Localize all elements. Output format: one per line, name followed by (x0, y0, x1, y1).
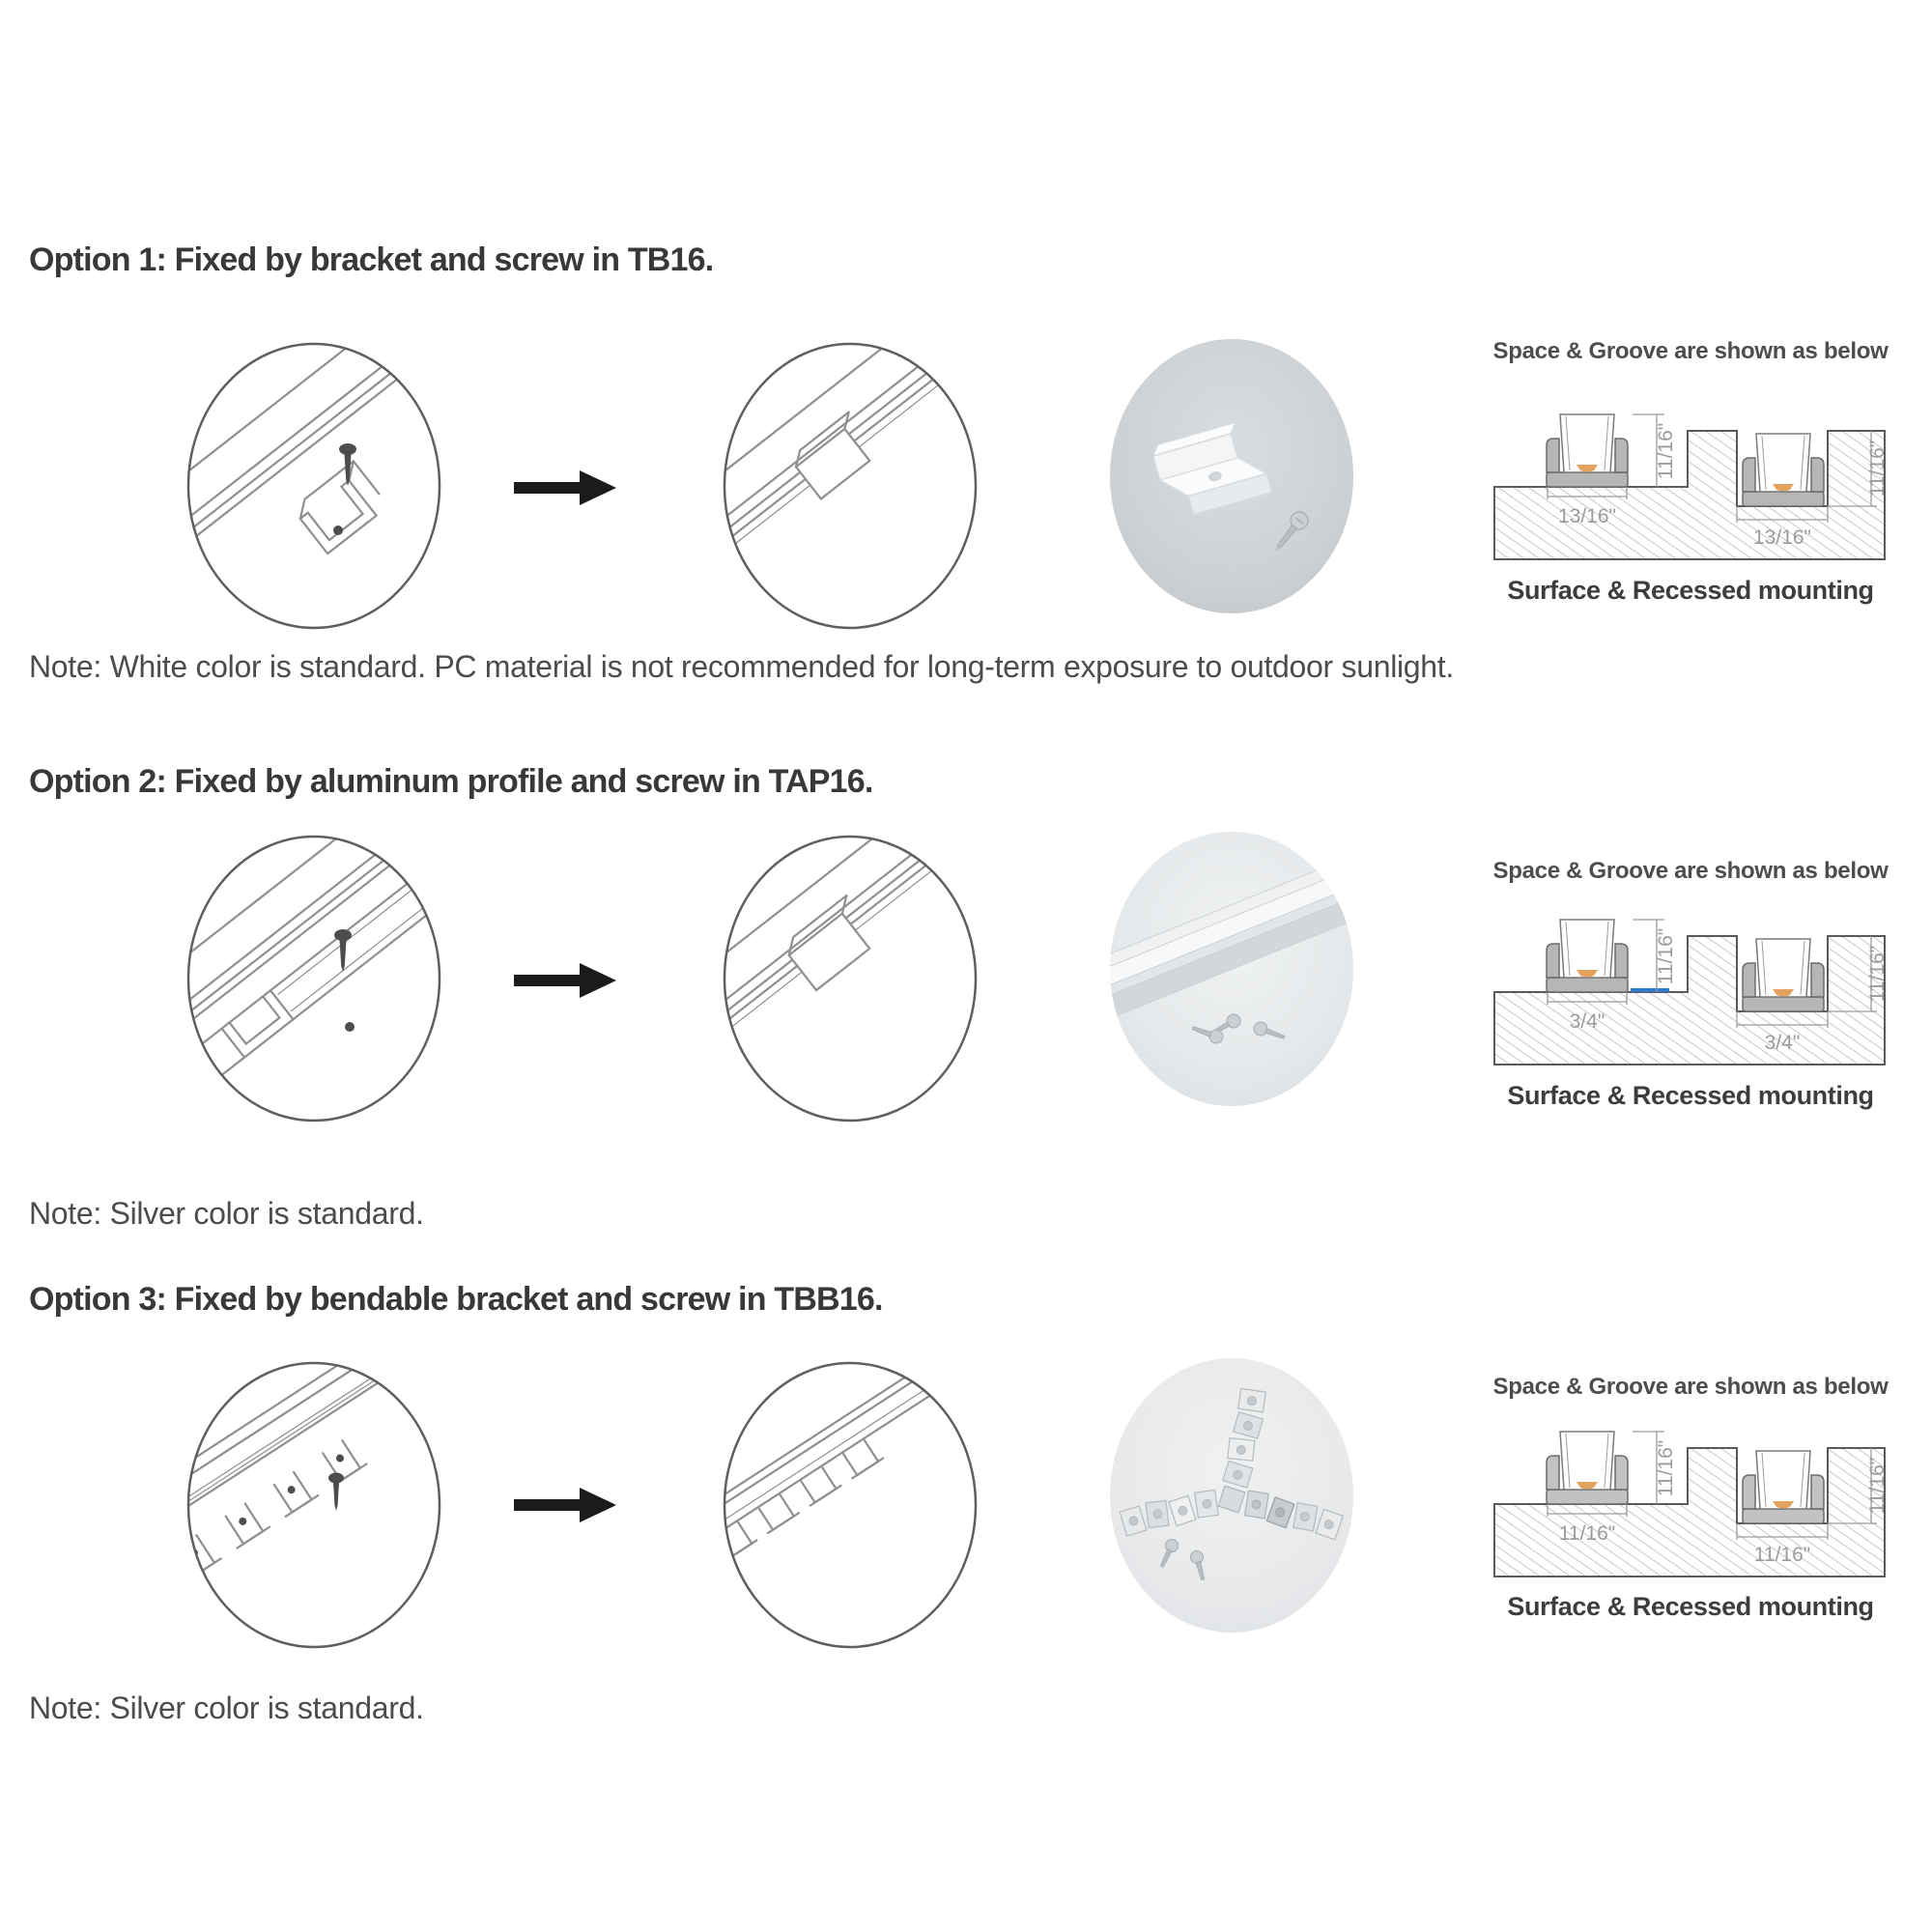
option1-step2-illustration (720, 341, 980, 631)
recessed-width-label: 11/16" (1753, 1544, 1811, 1566)
screw-head-dot (345, 1022, 355, 1032)
recessed-profile (1743, 939, 1824, 1011)
surface-height-label: 11/16" (1655, 927, 1677, 985)
space-groove-header: Space & Groove are shown as below (1492, 858, 1889, 884)
recessed-height-label: 11/16" (1866, 440, 1889, 497)
led-strip-lines (184, 834, 444, 1110)
surface-width-label: 3/4" (1569, 1010, 1605, 1033)
option2-step1-illustration (184, 834, 444, 1123)
option1-title: Option 1: Fixed by bracket and screw in TB16. (29, 242, 714, 278)
option3-step1-illustration (184, 1360, 444, 1650)
space-groove-header: Space & Groove are shown as below (1492, 338, 1889, 364)
surface-profile (1547, 414, 1628, 487)
recessed-width-label: 13/16" (1752, 526, 1812, 549)
option3-note: Note: Silver color is standard. (29, 1690, 424, 1725)
recessed-height-label: 11/16" (1866, 1457, 1889, 1515)
led-strip-lines (720, 834, 980, 1086)
space-groove-diagram-option2 (1492, 904, 1889, 1068)
option2-product-photo (1108, 830, 1355, 1108)
option3-title: Option 3: Fixed by bendable bracket and screw in TBB16. (29, 1281, 883, 1318)
space-groove-diagram-option1 (1492, 399, 1889, 563)
option1-product-photo (1108, 337, 1355, 615)
option1-note: Note: White color is standard. PC material is not recommended for long-term exposure to outdoor sunlight. (29, 649, 1454, 684)
led-strip-lines (184, 341, 444, 631)
aluminum-profile-long (184, 849, 444, 1110)
option2-title: Option 2: Fixed by aluminum profile and screw in TAP16. (29, 763, 873, 800)
u-channel-bracket (293, 461, 388, 554)
screw-icon (328, 1473, 344, 1512)
neon-strip-3d (184, 1360, 444, 1603)
surface-profile (1547, 920, 1628, 992)
surface-height-label: 11/16" (1655, 1439, 1677, 1497)
surface-width-label: 13/16" (1557, 505, 1617, 527)
arrow-right-icon (514, 1486, 616, 1524)
space-groove-diagram-option3 (1492, 1416, 1889, 1580)
screw-icon (339, 443, 356, 486)
surface-width-label: 11/16" (1558, 1522, 1616, 1545)
screw-head-dot (333, 526, 343, 535)
recessed-profile (1743, 434, 1824, 506)
option2-note: Note: Silver color is standard. (29, 1196, 424, 1231)
mounting-caption: Surface & Recessed mounting (1507, 576, 1874, 605)
space-groove-header: Space & Groove are shown as below (1492, 1374, 1889, 1400)
option1-step1-illustration (184, 341, 444, 631)
surface-height-label: 11/16" (1655, 422, 1677, 480)
mounting-caption: Surface & Recessed mounting (1507, 1592, 1874, 1621)
arrow-right-icon (514, 469, 616, 507)
led-strip-lines (720, 341, 980, 596)
recessed-width-label: 3/4" (1764, 1032, 1801, 1054)
arrow-right-icon (514, 961, 616, 1000)
option3-step2-illustration (720, 1360, 980, 1650)
recessed-profile (1743, 1451, 1824, 1523)
clips-row (720, 1437, 883, 1588)
option2-step2-illustration (720, 834, 980, 1123)
option3-product-photo (1108, 1356, 1355, 1634)
strip-on-brackets (720, 1360, 980, 1590)
mounting-caption: Surface & Recessed mounting (1507, 1081, 1874, 1110)
recessed-height-label: 11/16" (1866, 945, 1889, 1003)
surface-profile (1547, 1432, 1628, 1504)
